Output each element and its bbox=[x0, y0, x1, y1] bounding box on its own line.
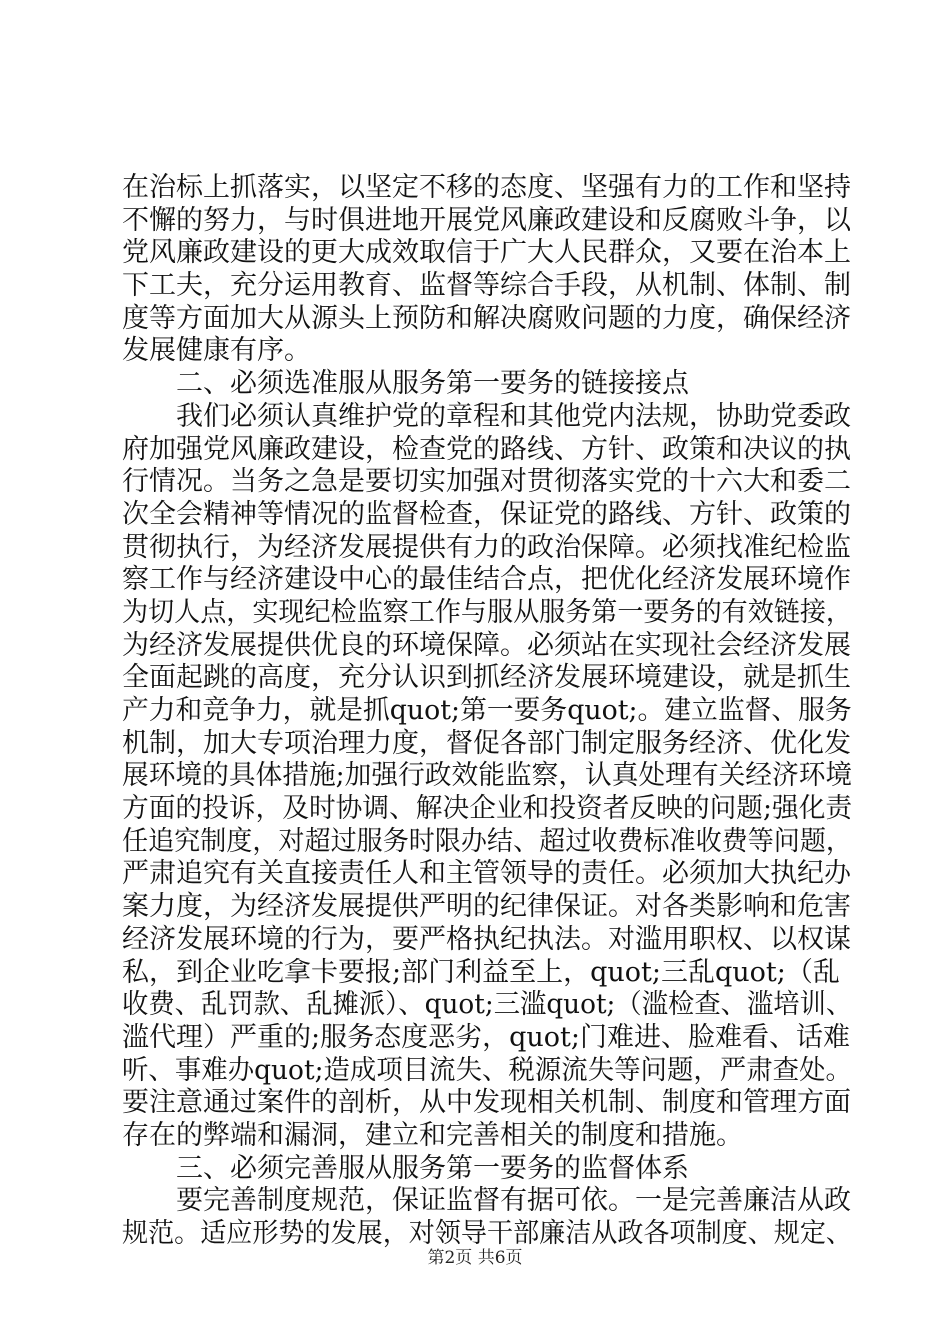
text-line: 严肃追究有关直接责任人和主管领导的责任。必须加大执纪办 bbox=[122, 858, 851, 890]
document-body bbox=[122, 172, 852, 1251]
text-line: 存在的弊端和漏洞，建立和完善相关的制度和措施。 bbox=[122, 1119, 743, 1151]
text-line: 度等方面加大从源头上预防和解决腐败问题的力度，确保经济 bbox=[122, 302, 851, 334]
text-line: 次全会精神等情况的监督检查，保证党的路线、方针、政策的 bbox=[122, 498, 851, 530]
text-line: 展环境的具体措施;加强行政效能监察，认真处理有关经济环境 bbox=[122, 760, 853, 792]
page-footer: 第2页 共6页 bbox=[427, 1248, 523, 1268]
text-line: 察工作与经济建设中心的最佳结合点，把优化经济发展环境作 bbox=[122, 564, 851, 596]
text-line: 收费、乱罚款、乱摊派）、quot;三滥quot;（滥检查、滥培训、 bbox=[122, 989, 853, 1021]
text-line: 滥代理）严重的;服务态度恶劣，quot;门难进、脸难看、话难 bbox=[122, 1021, 850, 1053]
text-line: 二、必须选准服从服务第一要务的链接接点 bbox=[122, 368, 689, 400]
text-line: 党风廉政建设的更大成效取信于广大人民群众，又要在治本上 bbox=[122, 237, 851, 269]
text-line: 规范。适应形势的发展，对领导干部廉洁从政各项制度、规定、 bbox=[122, 1218, 852, 1249]
text-line: 下工夫，充分运用教育、监督等综合手段，从机制、体制、制 bbox=[122, 270, 851, 302]
text-line: 行情况。当务之急是要切实加强对贯彻落实党的十六大和委二 bbox=[122, 466, 851, 498]
text-line: 三、必须完善服从服务第一要务的监督体系 bbox=[122, 1152, 689, 1184]
text-line: 产力和竞争力，就是抓quot;第一要务quot;。建立监督、服务 bbox=[122, 695, 852, 726]
text-line: 在治标上抓落实，以坚定不移的态度、坚强有力的工作和坚持 bbox=[122, 172, 851, 203]
text-line: 机制，加大专项治理力度，督促各部门制定服务经济、优化发 bbox=[122, 727, 851, 759]
text-line: 为经济发展提供优良的环境保障。必须站在实现社会经济发展 bbox=[122, 629, 851, 661]
text-line: 我们必须认真维护党的章程和其他党内法规，协助党委政 bbox=[122, 400, 851, 432]
text-line: 发展健康有序。 bbox=[122, 335, 311, 367]
text-line: 为切人点，实现纪检监察工作与服从服务第一要务的有效链接， bbox=[122, 596, 852, 628]
text-line: 听、事难办quot;造成项目流失、税源流失等问题，严肃查处。 bbox=[122, 1054, 852, 1086]
text-line: 全面起跳的高度，充分认识到抓经济发展环境建设，就是抓生 bbox=[122, 662, 851, 694]
text-line: 任追究制度，对超过服务时限办结、超过收费标准收费等问题， bbox=[122, 825, 852, 857]
text-line: 方面的投诉，及时协调、解决企业和投资者反映的问题;强化责 bbox=[122, 793, 853, 825]
text-line: 案力度，为经济发展提供严明的纪律保证。对各类影响和危害 bbox=[122, 891, 851, 923]
text-line: 经济发展环境的行为，要严格执纪执法。对滥用职权、以权谋 bbox=[122, 923, 851, 955]
text-line: 私，到企业吃拿卡要报;部门利益至上，quot;三乱quot;（乱 bbox=[122, 956, 840, 988]
text-line: 要完善制度规范，保证监督有据可依。一是完善廉洁从政 bbox=[122, 1185, 851, 1217]
text-line: 要注意通过案件的剖析，从中发现相关机制、制度和管理方面 bbox=[122, 1087, 851, 1119]
text-line: 不懈的努力，与时俱进地开展党风廉政建设和反腐败斗争，以 bbox=[122, 204, 851, 236]
text-line: 贯彻执行，为经济发展提供有力的政治保障。必须找准纪检监 bbox=[122, 531, 851, 563]
text-line: 府加强党风廉政建设，检查党的路线、方针、政策和决议的执 bbox=[122, 433, 851, 465]
